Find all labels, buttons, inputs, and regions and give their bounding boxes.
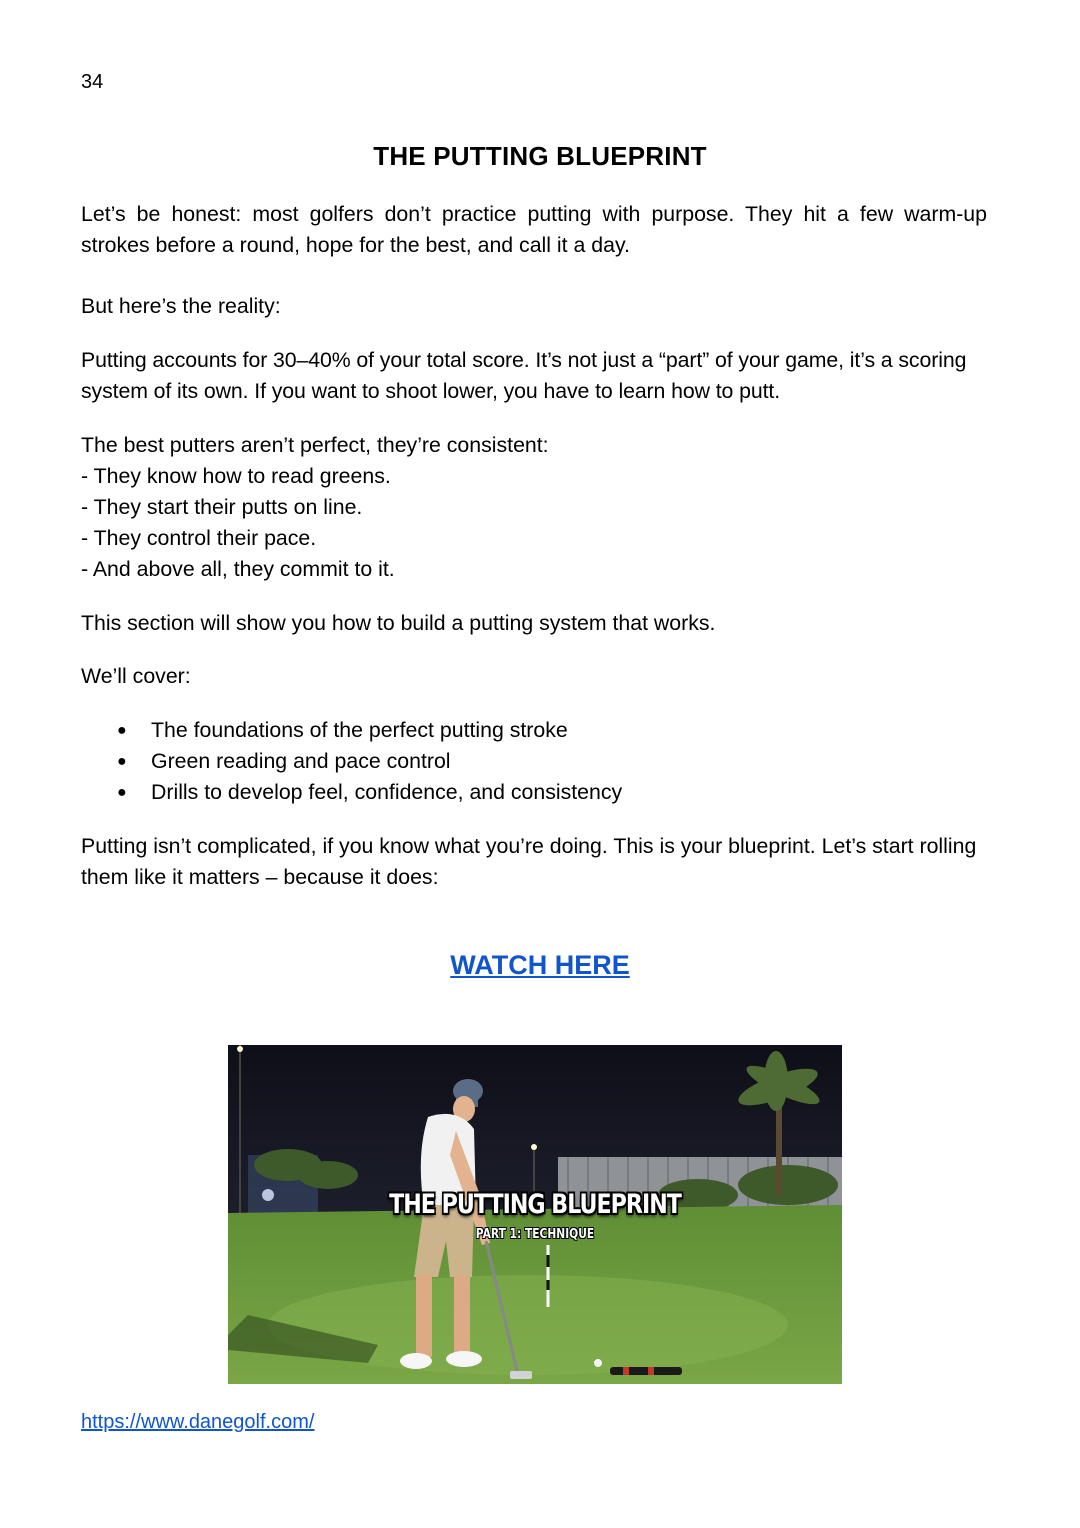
page-title: THE PUTTING BLUEPRINT	[373, 141, 707, 171]
bullet-icon: ●	[117, 753, 127, 770]
intro-paragraph: Let’s be honest: most golfers don’t practice putting with purpose. They hit a few warm-up strokes before a round, hope for the best, and call it a day.	[81, 202, 987, 257]
list-item-text: Green reading and pace control	[151, 749, 451, 773]
closing-paragraph: Putting isn’t complicated, if you know what you’re doing. This is your blueprint. Let’s start rolling them like it matters – because it does:	[81, 834, 977, 889]
cover-label: We’ll cover:	[81, 664, 191, 688]
reality-paragraph: But here’s the reality:	[81, 294, 281, 318]
best-putters-block	[81, 430, 987, 585]
bullet-icon: ●	[117, 784, 127, 801]
trait-line: - They start their putts on line.	[81, 495, 363, 519]
list-item-text: Drills to develop feel, confidence, and consistency	[151, 780, 623, 804]
trait-line: - And above all, they commit to it.	[81, 557, 395, 581]
thumbnail-title: THE PUTTING BLUEPRINT	[389, 1189, 681, 1220]
section-intro-paragraph: This section will show you how to build a putting system that works.	[81, 611, 716, 635]
page-number: 34	[81, 71, 104, 93]
stat-paragraph: Putting accounts for 30–40% of your total score. It’s not just a “part” of your game, it’s a scoring system of its own. If you want to shoot lower, you have to learn how to putt.	[81, 348, 967, 403]
list-item	[81, 777, 987, 808]
list-item	[81, 715, 987, 746]
watch-here-link[interactable]: WATCH HERE	[450, 950, 630, 980]
trait-line: - They control their pace.	[81, 526, 317, 550]
website-link[interactable]: https://www.danegolf.com/	[81, 1411, 315, 1433]
topics-list	[81, 715, 987, 808]
trait-line: - They know how to read greens.	[81, 464, 391, 488]
thumbnail-subtitle: PART 1: TECHNIQUE	[475, 1227, 595, 1242]
list-item	[81, 746, 987, 777]
best-putters-heading: The best putters aren’t perfect, they’re consistent:	[81, 433, 549, 457]
bullet-icon: ●	[117, 722, 127, 739]
list-item-text: The foundations of the perfect putting stroke	[151, 718, 568, 742]
video-thumbnail[interactable]	[228, 1045, 842, 1384]
